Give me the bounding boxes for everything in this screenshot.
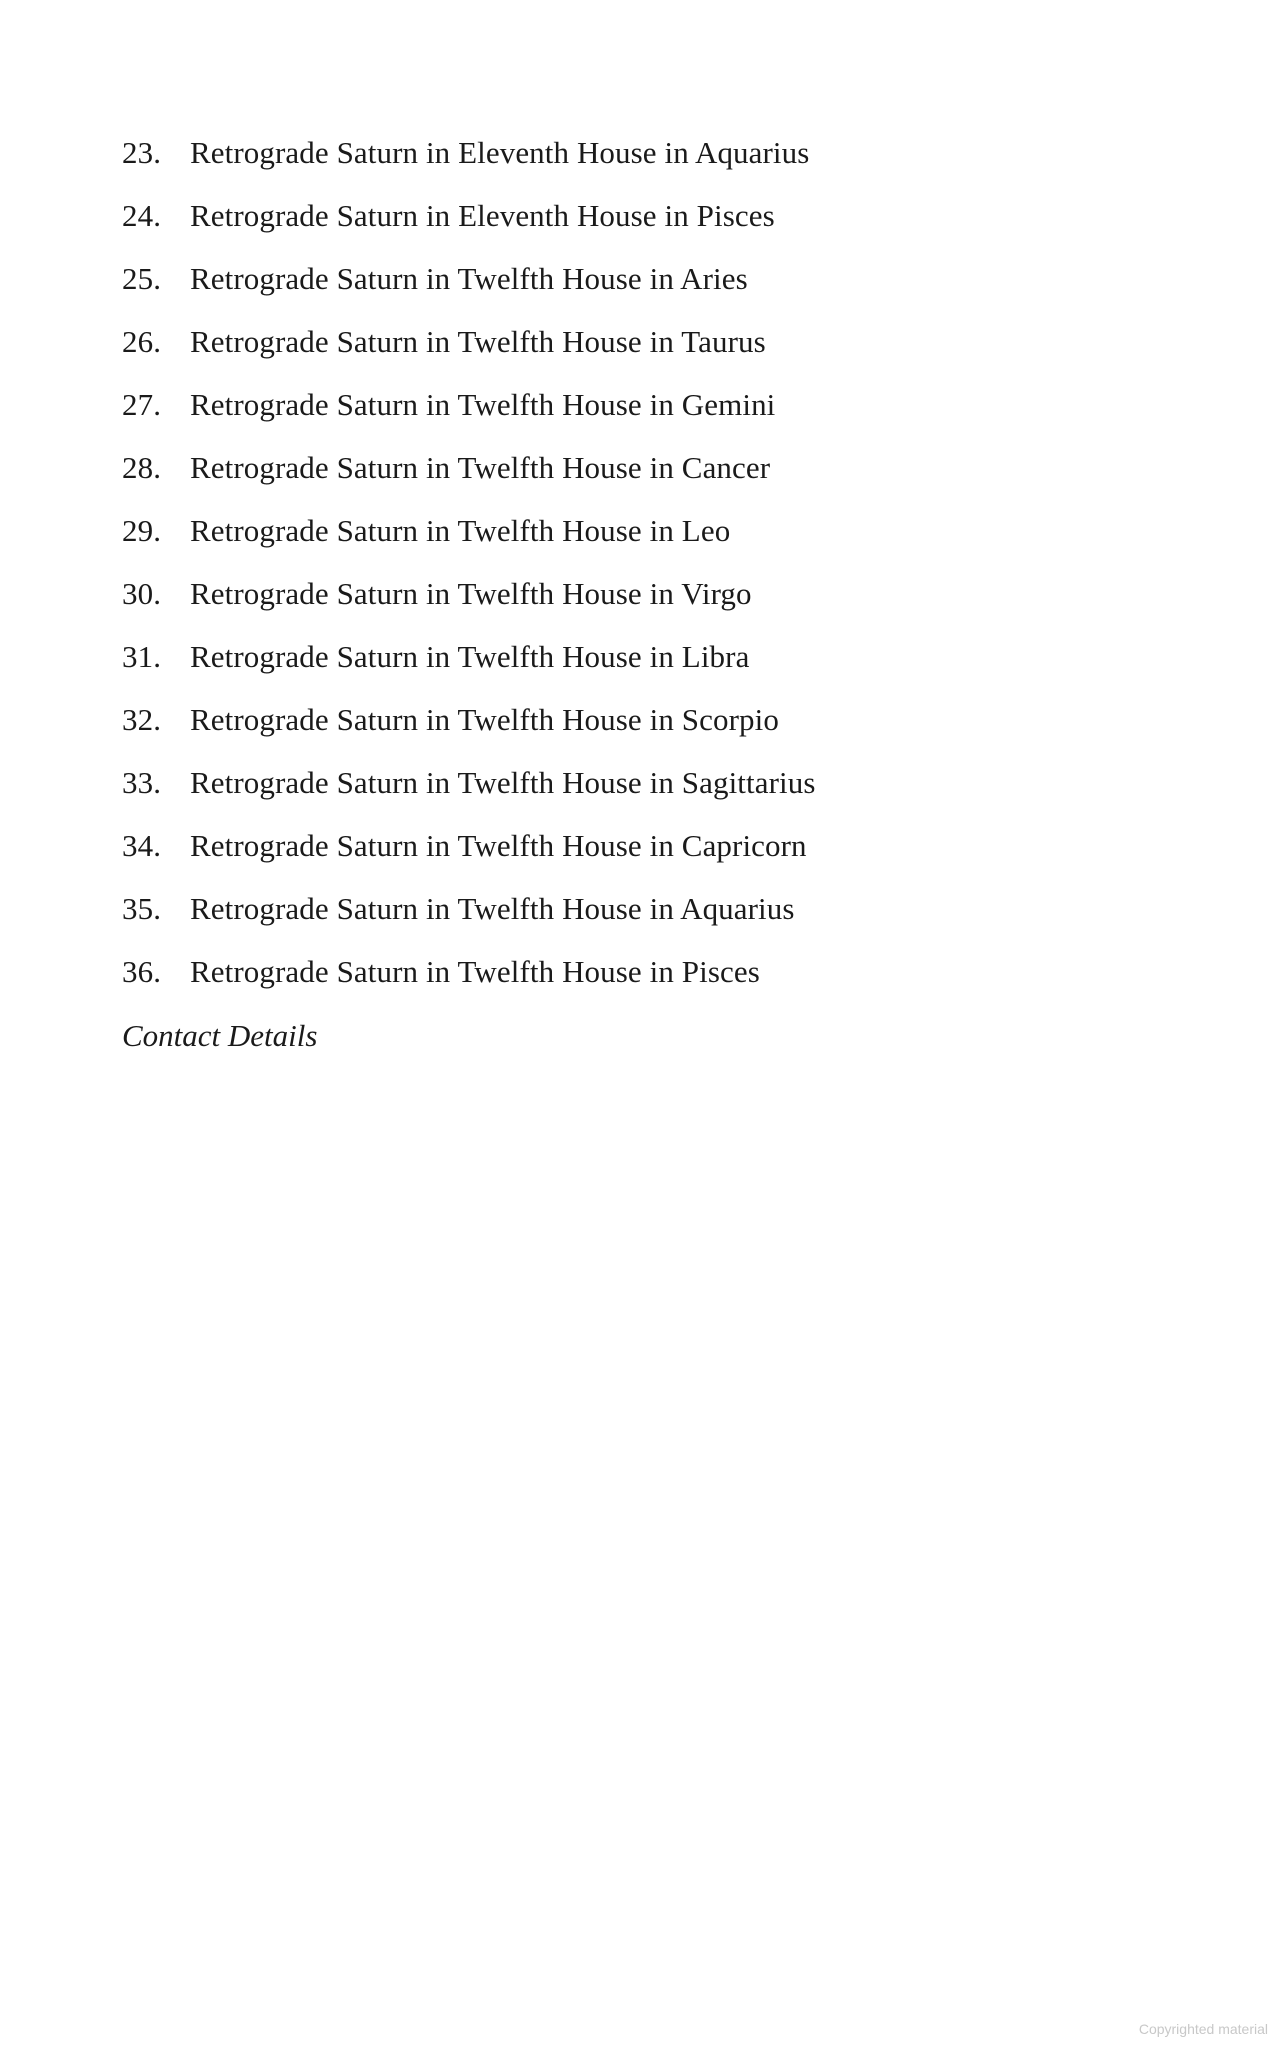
copyright-watermark: Copyrighted material xyxy=(1138,2021,1268,2037)
toc-item[interactable] xyxy=(122,445,1122,508)
toc-item-title: Retrograde Saturn in Twelfth House in Virgo xyxy=(190,576,752,611)
toc-item-title: Retrograde Saturn in Twelfth House in Capricorn xyxy=(190,828,807,863)
toc-item[interactable] xyxy=(122,193,1122,256)
toc-item-number: 27. xyxy=(122,387,162,422)
toc-item[interactable] xyxy=(122,634,1122,697)
toc-item-title: Retrograde Saturn in Eleventh House in Aquarius xyxy=(190,135,810,170)
table-of-contents xyxy=(122,130,1122,1012)
toc-item-title: Retrograde Saturn in Twelfth House in Leo xyxy=(190,513,731,548)
toc-item-title: Retrograde Saturn in Twelfth House in Taurus xyxy=(190,324,766,359)
toc-item[interactable] xyxy=(122,256,1122,319)
toc-item-number: 30. xyxy=(122,576,162,611)
toc-item-title: Retrograde Saturn in Twelfth House in Scorpio xyxy=(190,702,779,737)
toc-item-title: Retrograde Saturn in Twelfth House in Pisces xyxy=(190,954,760,989)
toc-item[interactable] xyxy=(122,571,1122,634)
toc-item-title: Retrograde Saturn in Eleventh House in Pisces xyxy=(190,198,775,233)
toc-item-number: 35. xyxy=(122,891,162,926)
toc-item[interactable] xyxy=(122,697,1122,760)
toc-item-number: 29. xyxy=(122,513,162,548)
toc-item-title: Retrograde Saturn in Twelfth House in Aries xyxy=(190,261,748,296)
toc-item-title: Retrograde Saturn in Twelfth House in Gemini xyxy=(190,387,776,422)
toc-item[interactable] xyxy=(122,886,1122,949)
toc-item-title: Retrograde Saturn in Twelfth House in Libra xyxy=(190,639,750,674)
toc-item-number: 34. xyxy=(122,828,162,863)
toc-item-number: 28. xyxy=(122,450,162,485)
toc-item[interactable] xyxy=(122,760,1122,823)
toc-item-title: Retrograde Saturn in Twelfth House in Aquarius xyxy=(190,891,795,926)
toc-item[interactable] xyxy=(122,319,1122,382)
toc-item-contact-details[interactable]: Contact Details xyxy=(122,1018,318,1053)
toc-item-title: Retrograde Saturn in Twelfth House in Sagittarius xyxy=(190,765,816,800)
toc-item[interactable] xyxy=(122,508,1122,571)
toc-item-number: 36. xyxy=(122,954,162,989)
toc-item[interactable] xyxy=(122,130,1122,193)
toc-item[interactable] xyxy=(122,949,1122,1012)
toc-item-number: 32. xyxy=(122,702,162,737)
toc-item-number: 31. xyxy=(122,639,162,674)
toc-item-number: 33. xyxy=(122,765,162,800)
toc-item-title: Retrograde Saturn in Twelfth House in Cancer xyxy=(190,450,771,485)
toc-item[interactable] xyxy=(122,382,1122,445)
toc-item-number: 25. xyxy=(122,261,162,296)
toc-item-number: 26. xyxy=(122,324,162,359)
toc-item-number: 24. xyxy=(122,198,162,233)
toc-item-number: 23. xyxy=(122,135,162,170)
toc-item[interactable] xyxy=(122,823,1122,886)
